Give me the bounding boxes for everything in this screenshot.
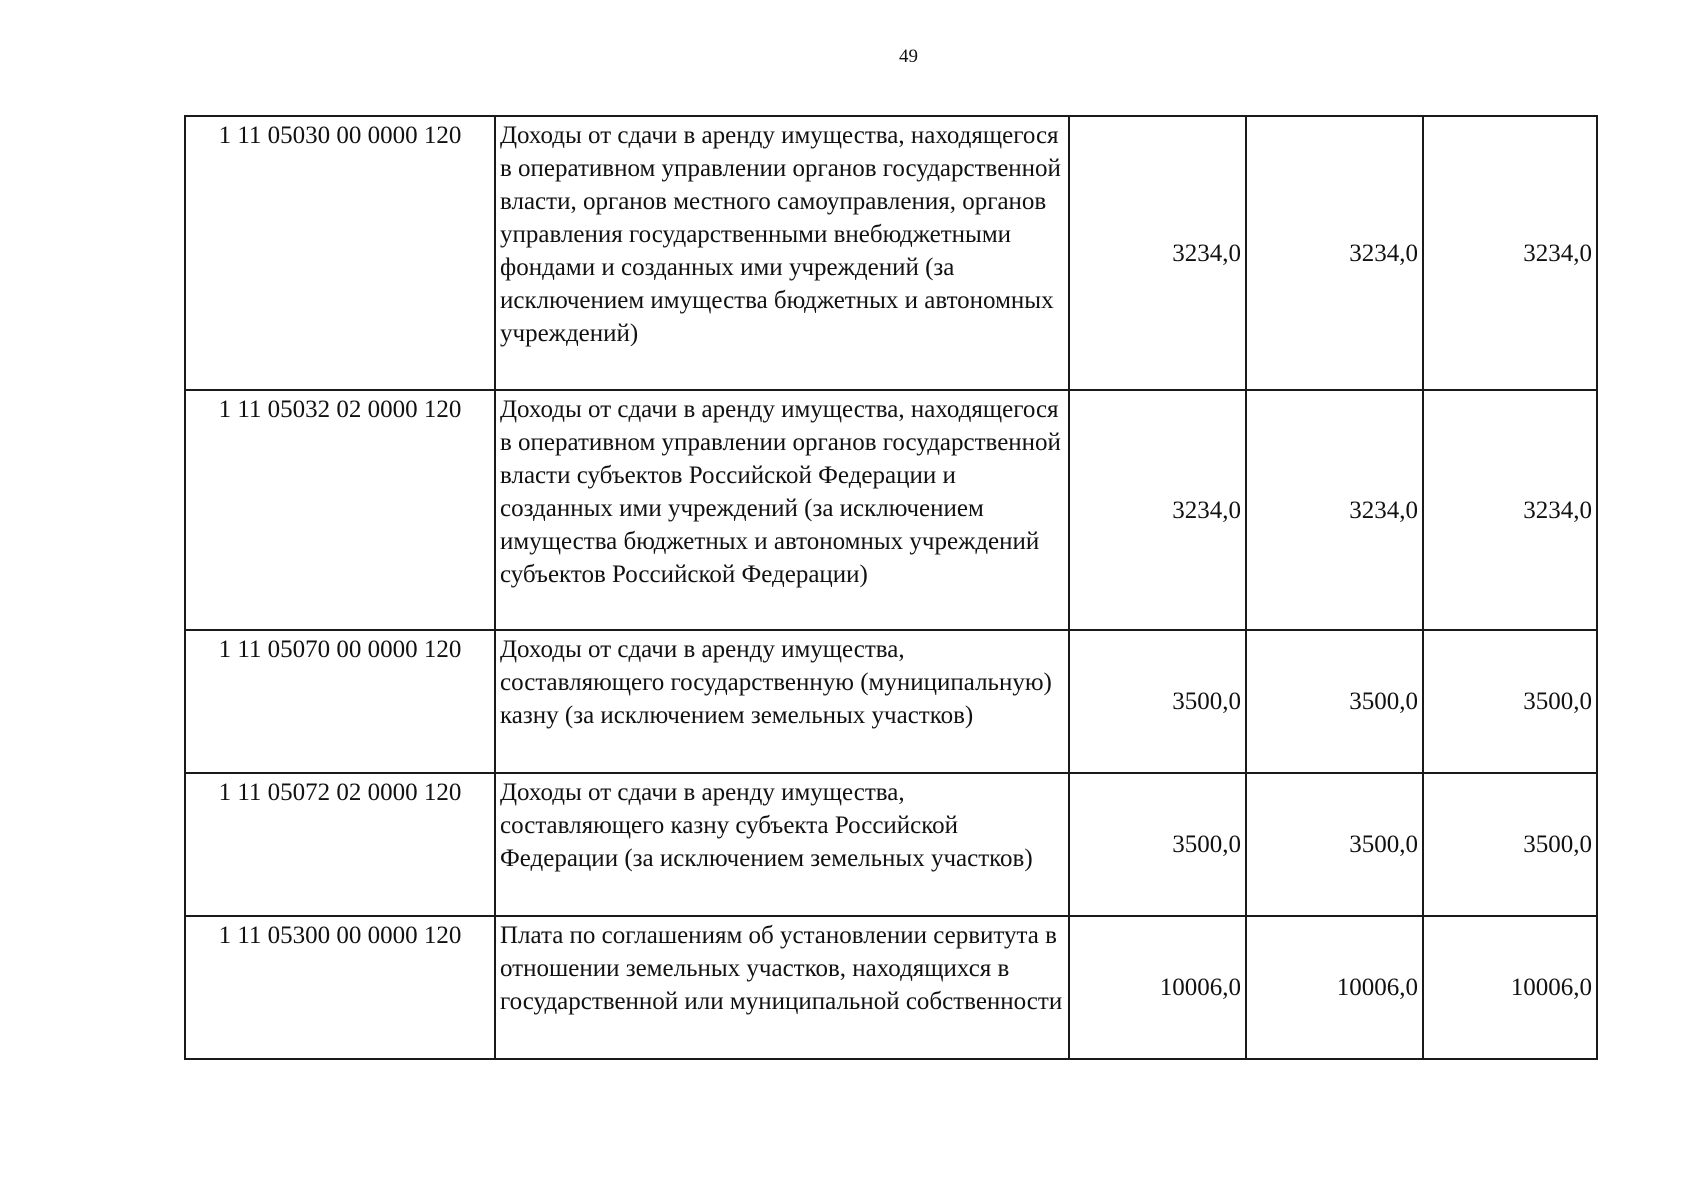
amount-cell-2: 3500,0 bbox=[1246, 630, 1423, 773]
amount-cell-2: 3234,0 bbox=[1246, 116, 1423, 390]
revenue-name-cell: Доходы от сдачи в аренду имущества, составляющего казну субъекта Российской Федерации (за исключением земельных участков) bbox=[495, 773, 1069, 916]
amount-cell-3: 3500,0 bbox=[1423, 630, 1597, 773]
revenue-code-cell: 1 11 05072 02 0000 120 bbox=[185, 773, 495, 916]
amount-cell-3: 10006,0 bbox=[1423, 916, 1597, 1059]
revenue-code-cell: 1 11 05030 00 0000 120 bbox=[185, 116, 495, 390]
amount-cell-1: 10006,0 bbox=[1069, 916, 1246, 1059]
revenue-name-cell: Доходы от сдачи в аренду имущества, находящегося в оперативном управлении органов государственной власти субъектов Российской Федерации и созданных ими учреждений (за исключением имущества бюджетных и автономных учреждений субъектов Российской Федерации) bbox=[495, 390, 1069, 630]
amount-cell-3: 3234,0 bbox=[1423, 116, 1597, 390]
amount-cell-1: 3234,0 bbox=[1069, 116, 1246, 390]
revenue-name-cell: Плата по соглашениям об установлении сервитута в отношении земельных участков, находящихся в государственной или муниципальной собственности bbox=[495, 916, 1069, 1059]
table-row bbox=[185, 773, 1597, 916]
revenue-code-cell: 1 11 05070 00 0000 120 bbox=[185, 630, 495, 773]
amount-cell-2: 10006,0 bbox=[1246, 916, 1423, 1059]
amount-cell-1: 3234,0 bbox=[1069, 390, 1246, 630]
amount-cell-2: 3500,0 bbox=[1246, 773, 1423, 916]
amount-cell-3: 3234,0 bbox=[1423, 390, 1597, 630]
table-row bbox=[185, 390, 1597, 630]
amount-cell-3: 3500,0 bbox=[1423, 773, 1597, 916]
budget-revenue-table bbox=[184, 115, 1598, 1060]
table-row bbox=[185, 630, 1597, 773]
amount-cell-2: 3234,0 bbox=[1246, 390, 1423, 630]
revenue-code-cell: 1 11 05300 00 0000 120 bbox=[185, 916, 495, 1059]
amount-cell-1: 3500,0 bbox=[1069, 630, 1246, 773]
revenue-name-cell: Доходы от сдачи в аренду имущества, находящегося в оперативном управлении органов государственной власти, органов местного самоуправления, органов управления государственными внебюджетными фондами и созданных ими учреждений (за исключением имущества бюджетных и автономных учреждений) bbox=[495, 116, 1069, 390]
revenue-code-cell: 1 11 05032 02 0000 120 bbox=[185, 390, 495, 630]
table-row bbox=[185, 116, 1597, 390]
amount-cell-1: 3500,0 bbox=[1069, 773, 1246, 916]
table-row bbox=[185, 916, 1597, 1059]
revenue-name-cell: Доходы от сдачи в аренду имущества, составляющего государственную (муниципальную) казну (за исключением земельных участков) bbox=[495, 630, 1069, 773]
page-number: 49 bbox=[899, 46, 918, 67]
